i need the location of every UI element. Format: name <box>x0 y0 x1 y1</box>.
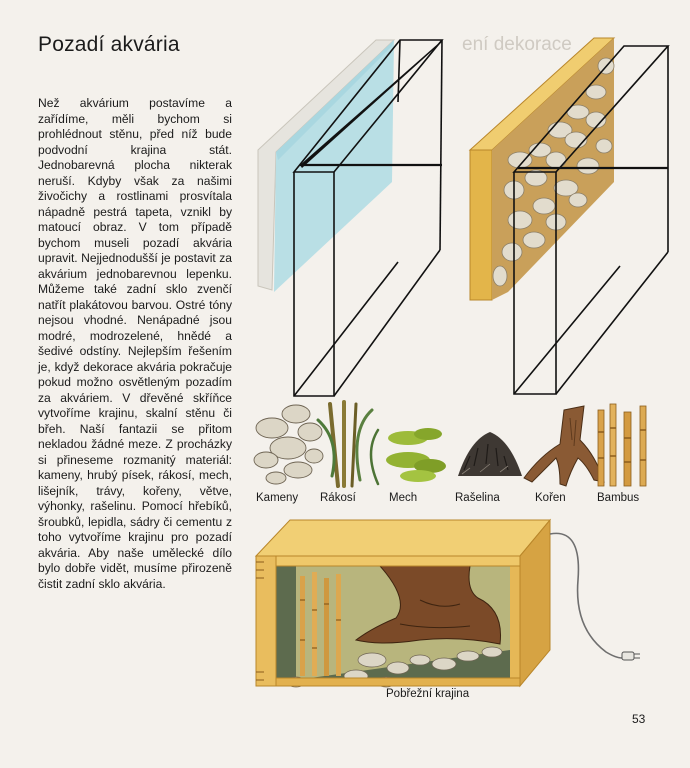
page-title: Pozadí akvária <box>38 33 180 56</box>
material-label-stones: Kameny <box>256 492 299 504</box>
landscape-caption: Pobřežní krajina <box>386 688 470 700</box>
moss-icon <box>386 428 446 482</box>
root-icon <box>524 406 604 486</box>
material-label-root: Kořen <box>535 492 566 504</box>
aquarium-stone-wall-illustration <box>470 38 668 394</box>
bleed-through-text: ení dekorace <box>462 34 572 55</box>
coastal-landscape-illustration <box>256 520 640 687</box>
page-number: 53 <box>632 712 646 726</box>
bamboo-icon <box>598 404 646 486</box>
body-paragraph: Než akvárium postavíme a zařídíme, měli bychom si prohlédnout stěnu, před níž bude podvodní krajina stát. Jednobarevná plocha nikterak neruší. Kdyby však za našimi živočichy a rostlinami prosvítala nápadně pestrá tapeta, vznikl by matoucí obraz. V tom případě bychom museli pozadí akvária upravit. Nejjednodušší je postavit za akvárium jednobarevnou lepenku. Můžeme také zadní sklo zvenčí natřít plakátovou barvou. Ostré tóny nejsou vhodné. Nenápadné jsou modré, modrozelené, hnědé a šedivé odstíny. Nejlepším řešením je, když dekorace akvária pokračuje pokud možno osvětleným pozadím za akváriem. V dřevěné skříňce vytvoříme krajinu, skalní stěnu či břeh. Naší fantazii se přitom nekladou žádné meze. Z procházky si přineseme rozmanitý materiál: kameny, hrubý písek, rákosí, mech, lišejník, trávy, kořeny, větve, výhonky, rašelinu. Pomocí hřebíků, šroubků, lepidla, sádry či cementu z toho vytvoříme krajinu pro pozadí akvária. Aby naše umělecké dílo bylo dobře vidět, musíme přirozeně čistit zadní sklo akvária. <box>38 96 232 591</box>
stones-icon <box>254 405 323 484</box>
material-label-peat: Rašelina <box>455 492 500 504</box>
peat-icon <box>458 432 522 476</box>
reed-icon <box>318 402 378 486</box>
aquarium-blue-panel-illustration <box>258 40 442 396</box>
material-label-moss: Mech <box>389 492 418 504</box>
material-label-bamboo: Bambus <box>597 492 640 504</box>
material-label-reed: Rákosí <box>320 492 356 504</box>
